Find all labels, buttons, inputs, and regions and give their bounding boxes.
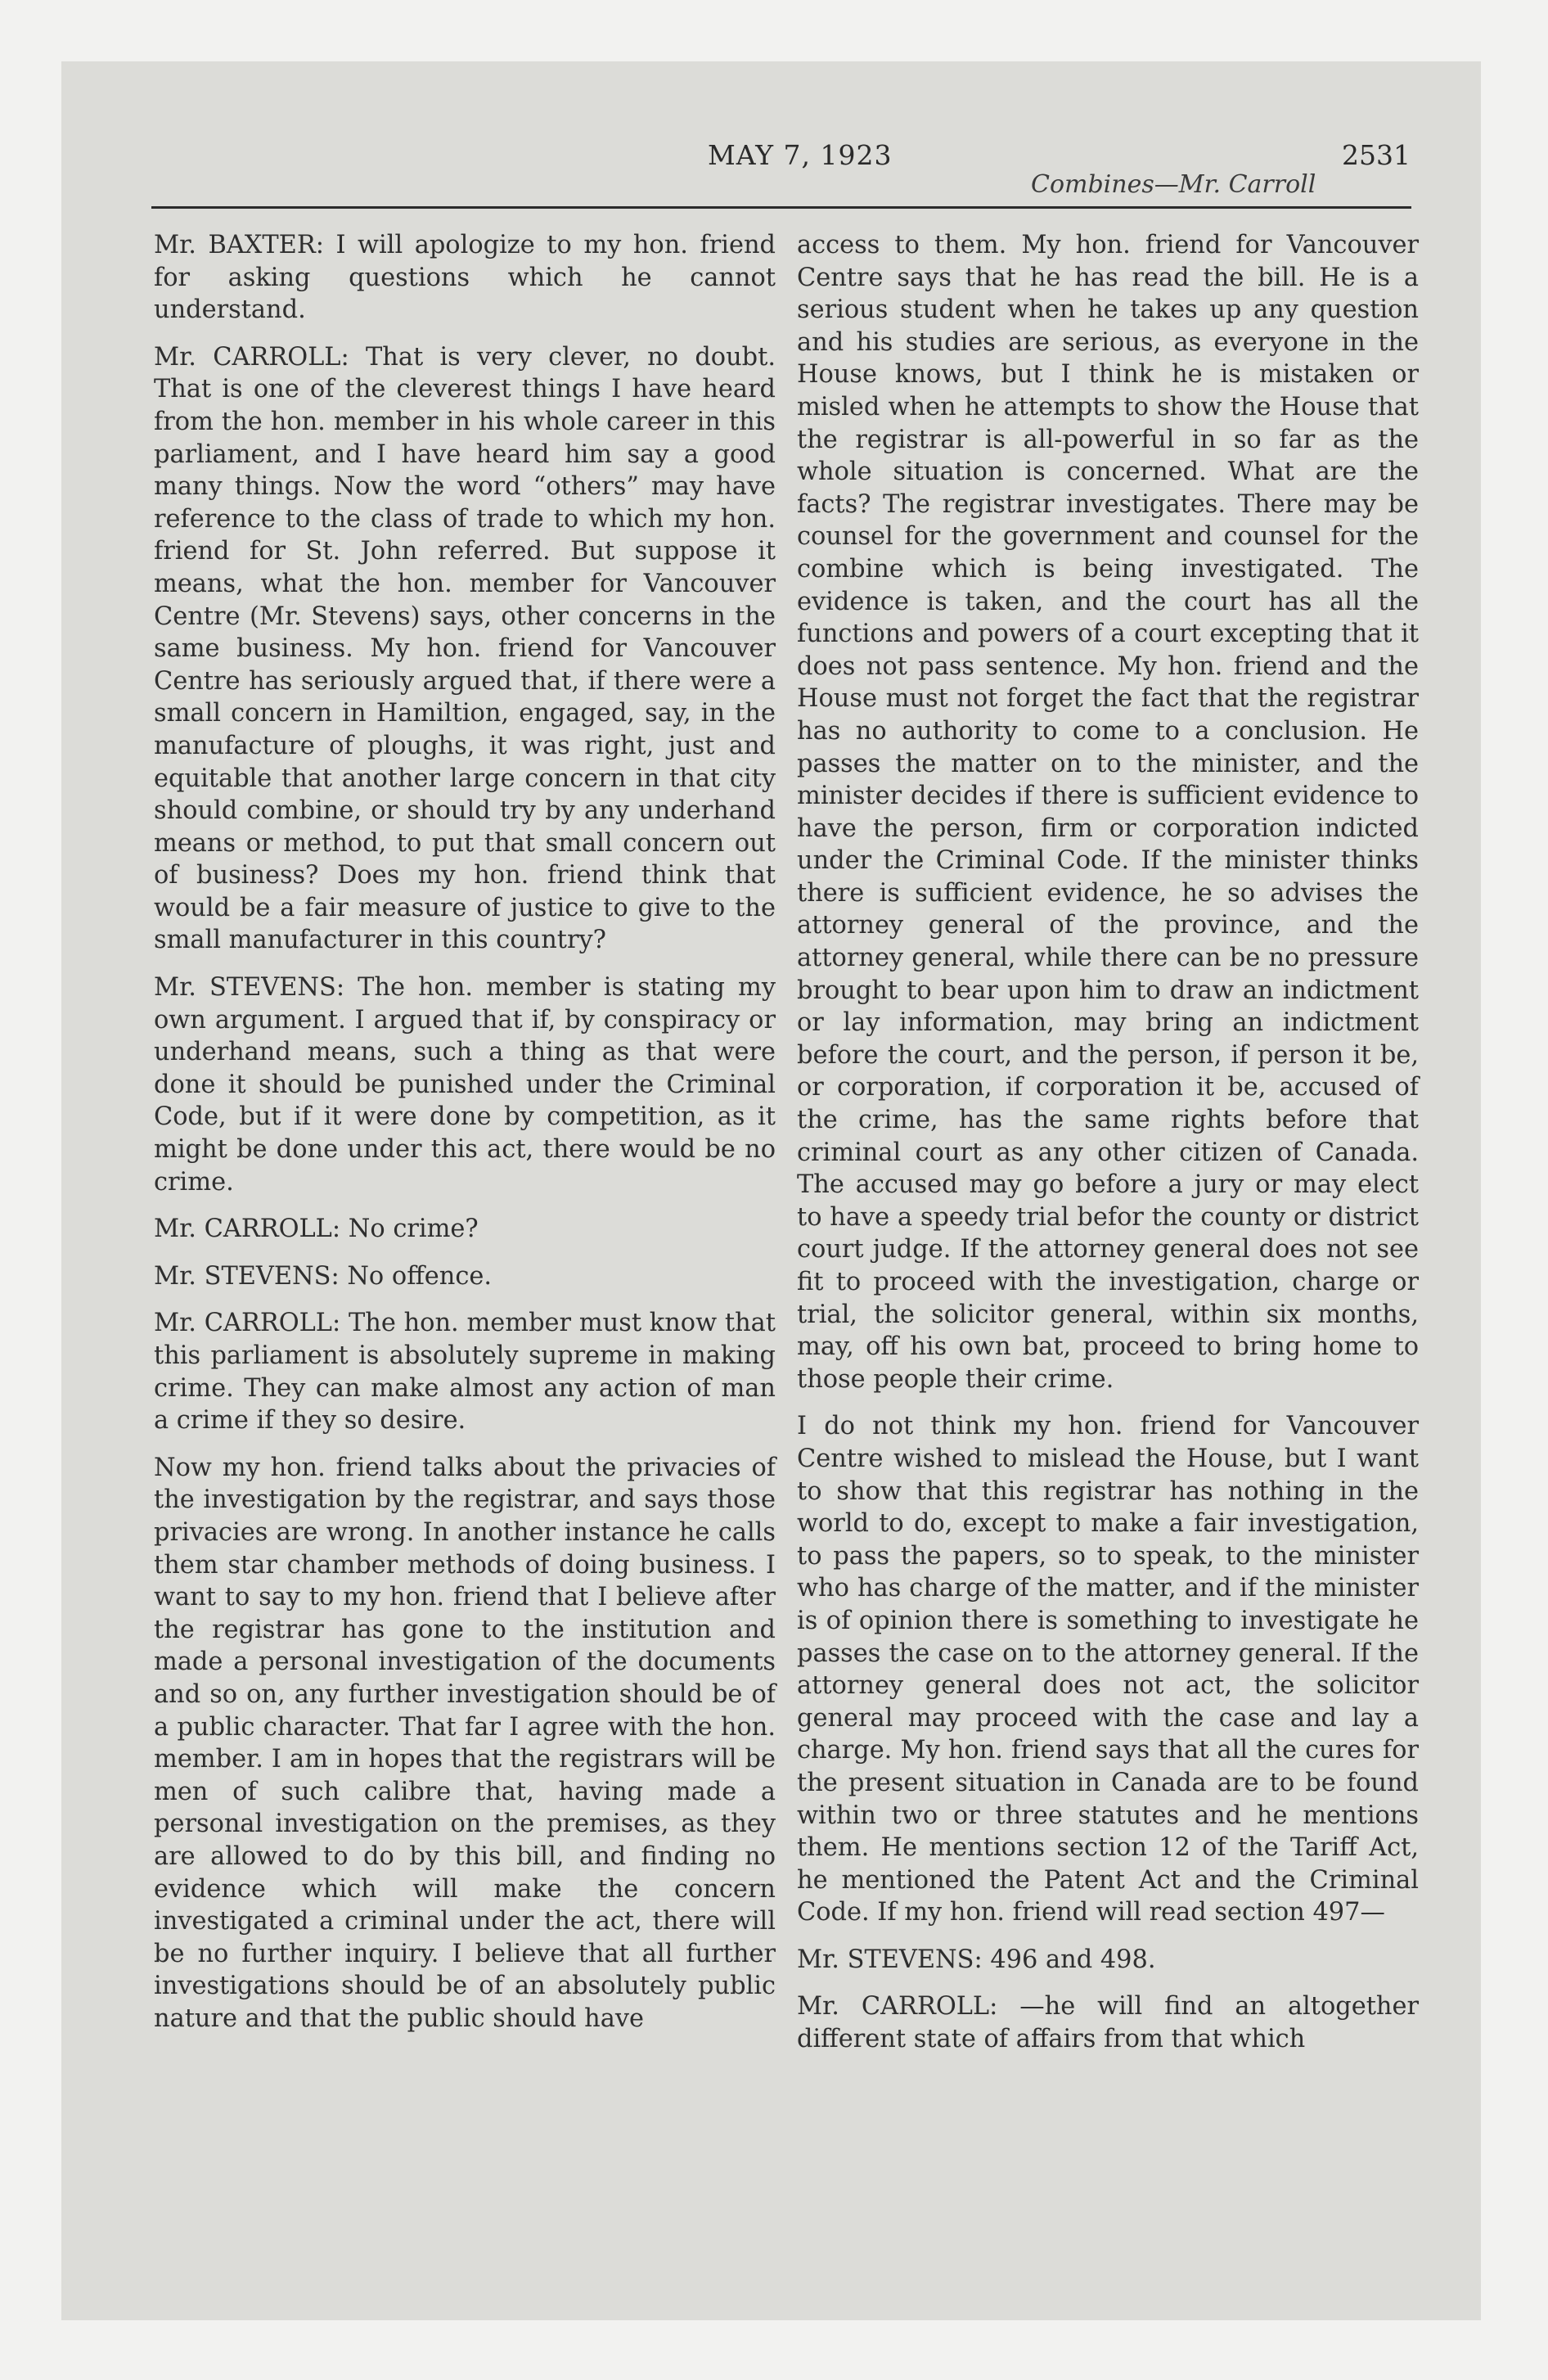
paragraph: Mr. STEVENS: The hon. member is stating my own argument. I argued that if, by conspiracy or underhand means, such a thing as that were done it should be punished under the Criminal Code, but if it were done by competition, as it might be done under this act, there would be no crime.: [154, 973, 776, 1197]
paragraph: I do not think my hon. friend for Vancouver Centre wished to mislead the House, but I want to show that this registrar has nothing in the world to do, except to make a fair investigation, to pass the papers, so to speak, to the minister who has charge of the matter, and if the minister is of opinion there is something to investigate he passes the case on to the attorney general. If the attorney general does not act, the solicitor general may proceed with the case and lay a charge. My hon. friend says that all the cures for the present situation in Canada are to be found within two or three statutes and he mentions them. He mentions section 12 of the Tariff Act, he mentioned the Patent Act and the Criminal Code. If my hon. friend will read section 497—: [797, 1412, 1419, 1927]
paragraph: Mr. CARROLL: No crime?: [154, 1215, 479, 1244]
paragraph: Mr. BAXTER: I will apologize to my hon. friend for asking questions which he cannot understand.: [154, 231, 776, 325]
paragraph: Mr. STEVENS: 496 and 498.: [797, 1945, 1156, 1974]
paragraph: Mr. CARROLL: —he will find an altogether different state of affairs from that which: [797, 1992, 1419, 2054]
paragraph: Mr. CARROLL: That is very clever, no doubt. That is one of the cleverest things I have heard from the hon. member in his whole career in this parliament, and I have heard him say a good many things. Now the word “others” may have reference to the class of trade to which my hon. friend for St. John referred. But suppose it means, what the hon. member for Vancouver Centre (Mr. Stevens) says, other concerns in the same business. My hon. friend for Vancouver Centre has seriously argued that, if there were a small concern in Hamiltion, engaged, say, in the manufacture of ploughs, it was right, just and equitable that another large concern in that city should combine, or should try by any underhand means or method, to put that small concern out of business? Does my hon. friend think that would be a fair measure of justice to give to the small manufacturer in this country?: [154, 342, 776, 955]
page-number: 2531: [1342, 139, 1411, 171]
paragraph: Mr. STEVENS: No offence.: [154, 1261, 493, 1291]
header-date: MAY 7, 1923: [708, 139, 893, 171]
header-rule: [151, 206, 1411, 209]
running-head-subject: Combines—Mr. Carroll: [1031, 170, 1316, 199]
left-column: [154, 229, 776, 2049]
right-column: [797, 229, 1419, 2071]
paragraph: Mr. CARROLL: The hon. member must know that this parliament is absolutely supreme in making crime. They can make almost any action of man a crime if they so desire.: [154, 1309, 776, 1436]
paragraph: Now my hon. friend talks about the privacies of the investigation by the registrar, and says those privacies are wrong. In another instance he calls them star chamber methods of doing business. I want to say to my hon. friend that I believe after the registrar has gone to the institution and made a personal investigation of the documents and so on, any further investigation should be of a public character. That far I agree with the hon. member. I am in hopes that the registrars will be men of such calibre that, having made a personal investigation on the premises, as they are allowed to do by this bill, and finding no evidence which will make the concern investigated a criminal under the act, there will be no further inquiry. I believe that all further investigations should be of an absolutely public nature and that the public should have: [154, 1453, 776, 2033]
paragraph: access to them. My hon. friend for Vancouver Centre says that he has read the bill. He is a serious student when he takes up any question and his studies are serious, as everyone in the House knows, but I think he is mistaken or misled when he attempts to show the House that the registrar is all-powerful in so far as the whole situation is concerned. What are the facts? The registrar investigates. There may be counsel for the government and counsel for the combine which is being investigated. The evidence is taken, and the court has all the functions and powers of a court excepting that it does not pass sentence. My hon. friend and the House must not forget the fact that the registrar has no authority to come to a conclusion. He passes the matter on to the minister, and the minister decides if there is sufficient evidence to have the person, firm or corporation indicted under the Criminal Code. If the minister thinks there is sufficient evidence, he so advises the attorney general of the province, and the attorney general, while there can be no pressure brought to bear upon him to draw an indictment or lay information, may bring an indictment before the court, and the person, if person it be, or corporation, if corporation it be, accused of the crime, has the same rights before that criminal court as any other citizen of Canada. The accused may go before a jury or may elect to have a speedy trial befor the county or district court judge. If the attorney general does not see fit to proceed with the investigation, charge or trial, the solicitor general, within six months, may, off his own bat, proceed to bring home to those people their crime.: [797, 231, 1419, 1394]
